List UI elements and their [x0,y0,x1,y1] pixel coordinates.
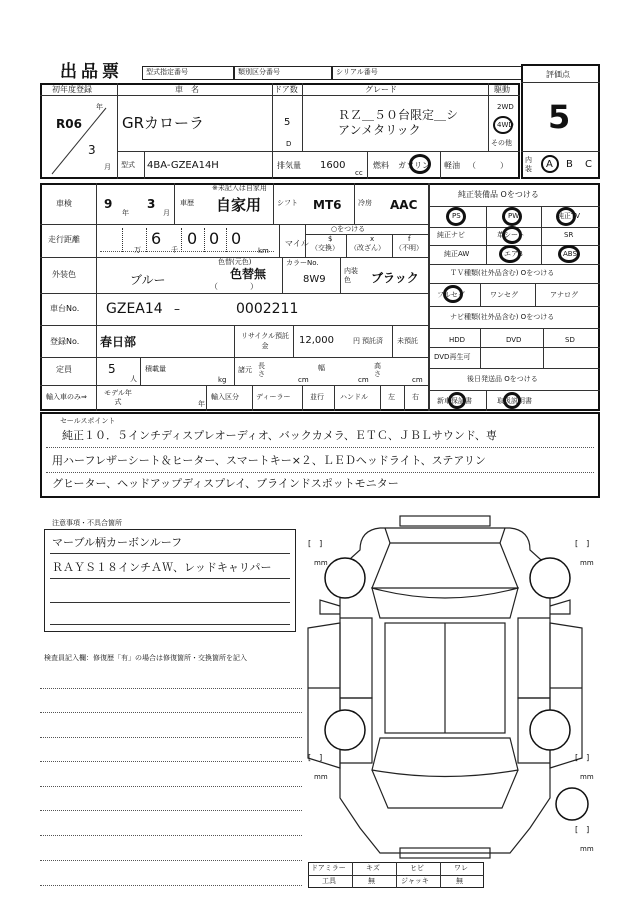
recycle-yen: 円 [353,337,360,345]
tv-analog[interactable]: アナログ [550,291,578,299]
dim-width: 幅 [318,364,325,372]
equip-aw[interactable]: 純正AW [444,250,470,258]
dim-height-cm: cm [412,376,423,384]
ac-value: AAC [390,198,418,212]
int-grade-a[interactable]: A [546,159,553,170]
fuel-gasoline[interactable]: ガソリン [398,161,430,170]
recycle-label: リサイクル預託金 [240,332,290,350]
nav-hdd[interactable]: HDD [449,336,466,344]
int-grade-a-circle [541,155,559,173]
int-color-label: 内装色 [344,267,358,284]
mm-bracket-rr: [ ] [575,753,590,762]
equip-abs[interactable]: ABS [563,250,577,258]
load-label: 積載量 [145,365,166,373]
nav-dvd[interactable]: DVD [506,336,522,344]
exchange-option[interactable]: （交換） [311,244,339,252]
mileage-digits [101,228,271,254]
sales-line2: 用ハーフレザーシート＆ヒーター、スマートキー×２、ＬＥＤヘッドライト、ステアリン [52,454,486,467]
unknown-option[interactable]: （不明） [395,244,423,252]
mileage-digit: 6 [151,229,162,248]
grade-label: グレード [365,85,397,94]
equip-pw[interactable]: PW [508,212,520,220]
dvd-playback[interactable]: DVD再生可 [434,353,471,361]
first-reg-month: 3 [88,143,96,157]
shaken-year: 9 [104,197,113,211]
notes-label: 注意事項・不具合箇所 [52,519,122,527]
nav-sd[interactable]: SD [565,336,575,344]
equip-ps-circle [446,207,466,226]
recycle-deposited[interactable]: 預託済 [362,337,383,345]
exchange-mark: $ [328,235,333,243]
chassis-label: 車台No. [50,304,80,313]
mile-option[interactable]: マイル [285,239,309,248]
legend-crack: ヒビ [410,864,424,872]
year-unit: 年 [96,103,103,111]
equip-pw-circle [502,207,522,226]
reg-value: 春日部 [100,335,137,349]
tv-fullseg[interactable]: フルセグ [437,291,465,299]
inspector-note: 検査員記入欄：修復歴「有」の場合は修復箇所・交換箇所を記入 [44,654,247,662]
recycle-undeposited[interactable]: 未預託 [397,337,418,345]
orig-color-label: 色替(元色) [218,258,252,266]
mm-label-rr: mm [580,773,594,781]
later-warranty-circle [448,392,466,409]
dim-length: 長さ [258,362,265,378]
first-reg-label: 初年度登録 [52,85,92,94]
shaken-label: 車検 [56,199,72,208]
dim-length-cm: cm [298,376,309,384]
rating-label: 評価点 [546,70,570,79]
handle-label: ハンドル [340,393,368,401]
color-no-label: カラーNo. [286,259,319,267]
interior-rating-label: 内装 [525,156,532,173]
model-label: 型式 [121,161,135,169]
int-color-value: ブラック [371,271,419,285]
shaken-year-unit: 年 [122,209,129,217]
later-manual-circle [503,392,521,409]
drive-4wd-circle [493,116,513,134]
doors-label: ドア数 [274,85,298,94]
sales-line3: グヒーター、ヘッドアップディスプレイ、ブラインドスポットモニター [52,477,399,490]
ac-label: 冷房 [358,199,372,207]
chassis-number: 0002211 [236,301,299,317]
fuel-other[interactable]: （ ） [468,161,508,170]
color-label: 外装色 [52,270,76,279]
orig-color-value: 色替無 [230,267,267,281]
reg-label: 登録No. [50,337,80,346]
capacity-unit: 人 [130,375,137,383]
mileage-label: 走行距離 [48,235,80,244]
first-reg-era: R06 [56,117,82,131]
tamper-mark: x [370,235,375,243]
disp-value: 1600 [320,160,346,171]
mm-bracket-fr: [ ] [575,539,590,548]
equip-leather-circle [502,226,522,244]
mm-label-fr: mm [580,559,594,567]
serial-box [332,66,522,80]
legend-jack: ジャッキ [401,877,429,885]
shaken-month-unit: 月 [163,209,170,217]
later-warranty[interactable]: 新車保証書 [437,397,472,405]
color-no-value: 8W9 [303,274,326,285]
fuel-label: 燃料 [373,161,389,170]
mm-label-rl: mm [314,773,328,781]
dim-width-cm: cm [358,376,369,384]
import-parallel[interactable]: 並行 [310,393,324,401]
dims-label: 諸元 [238,366,252,374]
later-manual[interactable]: 取扱説明書 [497,397,532,405]
int-grade-c[interactable]: C [585,159,592,170]
equip-tv-circle [556,207,576,226]
mm-bracket-spare: [ ] [575,825,590,834]
fuel-diesel[interactable]: 軽油 [444,161,460,170]
doors-value: 5 [284,117,291,128]
equip-airbag[interactable]: エアB [504,250,523,258]
notes-line1: マーブル柄カーボンルーフ [52,536,183,549]
drive-4wd[interactable]: 4WD [497,121,514,129]
mileage-digit: 0 [209,229,220,248]
legend-break: ワレ [454,864,468,872]
tv-oneseg[interactable]: ワンセグ [490,291,518,299]
equip-leather[interactable]: 革シート [497,231,525,239]
capacity-value: 5 [108,362,116,376]
nav-title: ナビ種類(社外品含む) Oをつける [450,313,555,321]
equip-airbag-circle [499,245,521,263]
drive-other[interactable]: その他 [491,139,512,147]
orig-color-paren: （ ） [210,282,258,291]
legend-scratch: キズ [366,864,380,872]
shift-label: シフト [277,199,298,207]
model-year-label: モデル年式 [104,389,132,406]
shaken-month: 3 [147,197,156,211]
legend-tools-value: 無 [368,877,375,885]
grade-line1: ＲＺ＿５０台限定＿シ [338,108,459,122]
chassis-model: GZEA14 [106,301,163,317]
import-cat-label: 輸入区分 [211,393,239,401]
month-unit: 月 [104,163,111,171]
mileage-km: km [258,247,269,255]
handle-right[interactable]: 右 [412,393,419,401]
tamper-option[interactable]: （改ざん） [350,244,385,252]
drive-2wd[interactable]: 2WD [497,103,514,111]
equip-sr[interactable]: SR [564,231,574,239]
legend-jack-value: 無 [456,877,463,885]
rating-value: 5 [548,98,571,136]
unknown-mark: f [408,235,411,243]
mileage-sen: 千 [171,246,178,254]
mileage-circle-label: ○をつける [331,225,366,233]
model-cert-label: 型式指定番号 [146,68,188,76]
disp-unit: cc [355,169,363,177]
import-dealer[interactable]: ディーラー [256,393,291,401]
load-kg: kg [218,376,227,384]
later-title: 後日発送品 Oをつける [467,375,538,383]
model-cert-box [142,66,234,80]
tv-fullseg-circle [443,285,463,303]
equip-abs-circle [558,245,580,263]
chassis-dash: – [174,302,180,316]
shift-value: MT6 [313,198,342,212]
dim-height: 高さ [374,362,381,378]
mileage-man: 万 [134,246,141,254]
sales-label: セールスポイント [60,417,116,425]
drive-label: 駆動 [494,85,510,94]
category-box [234,66,332,80]
model-value: 4BA-GZEA14H [147,160,219,171]
car-name: GRカローラ [122,114,205,132]
recycle-value: 12,000 [299,335,334,346]
first-reg-slash [44,96,116,178]
name-label: 車 名 [175,85,199,94]
import-label: 輸入車のみ⇒ [46,393,87,401]
equip-title: 純正装備品 Oをつける [458,190,539,199]
tv-title: ＴＶ種類(社外品含む) Oをつける [450,269,555,277]
mm-label-spare: mm [580,845,594,853]
mm-bracket-fl: [ ] [308,539,323,548]
model-year-unit: 年 [198,400,205,408]
equip-tv[interactable]: 純正TV [557,212,581,220]
handle-left[interactable]: 左 [388,393,395,401]
doors-sub: D [286,140,292,148]
equip-navi[interactable]: 純正ナビ [437,231,465,239]
notes-line2: ＲＡＹＳ１８インチＡＷ、レッドキャリパー [52,561,272,574]
serial-label: シリアル番号 [336,68,378,76]
color-value: ブルー [130,273,166,287]
car-damage-diagram [300,508,620,868]
page-title: 出品票 [60,62,123,82]
history-value: 自家用 [216,196,262,214]
int-grade-b[interactable]: B [566,159,573,170]
capacity-label: 定員 [56,365,72,374]
mileage-digit: 0 [187,229,198,248]
sales-line1: 純正１０．５インチディスプレオーディオ、バックカメラ、ＥＴＣ、ＪＢＬサウンド、専 [62,429,497,442]
legend-mirror: ドアミラー [311,864,346,872]
legend-tools: 工具 [322,877,336,885]
mm-label-fl: mm [314,559,328,567]
fuel-gasoline-circle [409,154,431,174]
category-label: 類別区分番号 [238,68,280,76]
grade-line2: アンメタリック [338,123,421,137]
mileage-digit: 0 [231,229,242,248]
mm-bracket-rl: [ ] [308,753,323,762]
disp-label: 排気量 [277,161,301,170]
history-label: 車歴 [180,199,194,207]
history-note: ※未記入は自家用 [212,184,267,192]
equip-ps[interactable]: PS [452,212,461,220]
